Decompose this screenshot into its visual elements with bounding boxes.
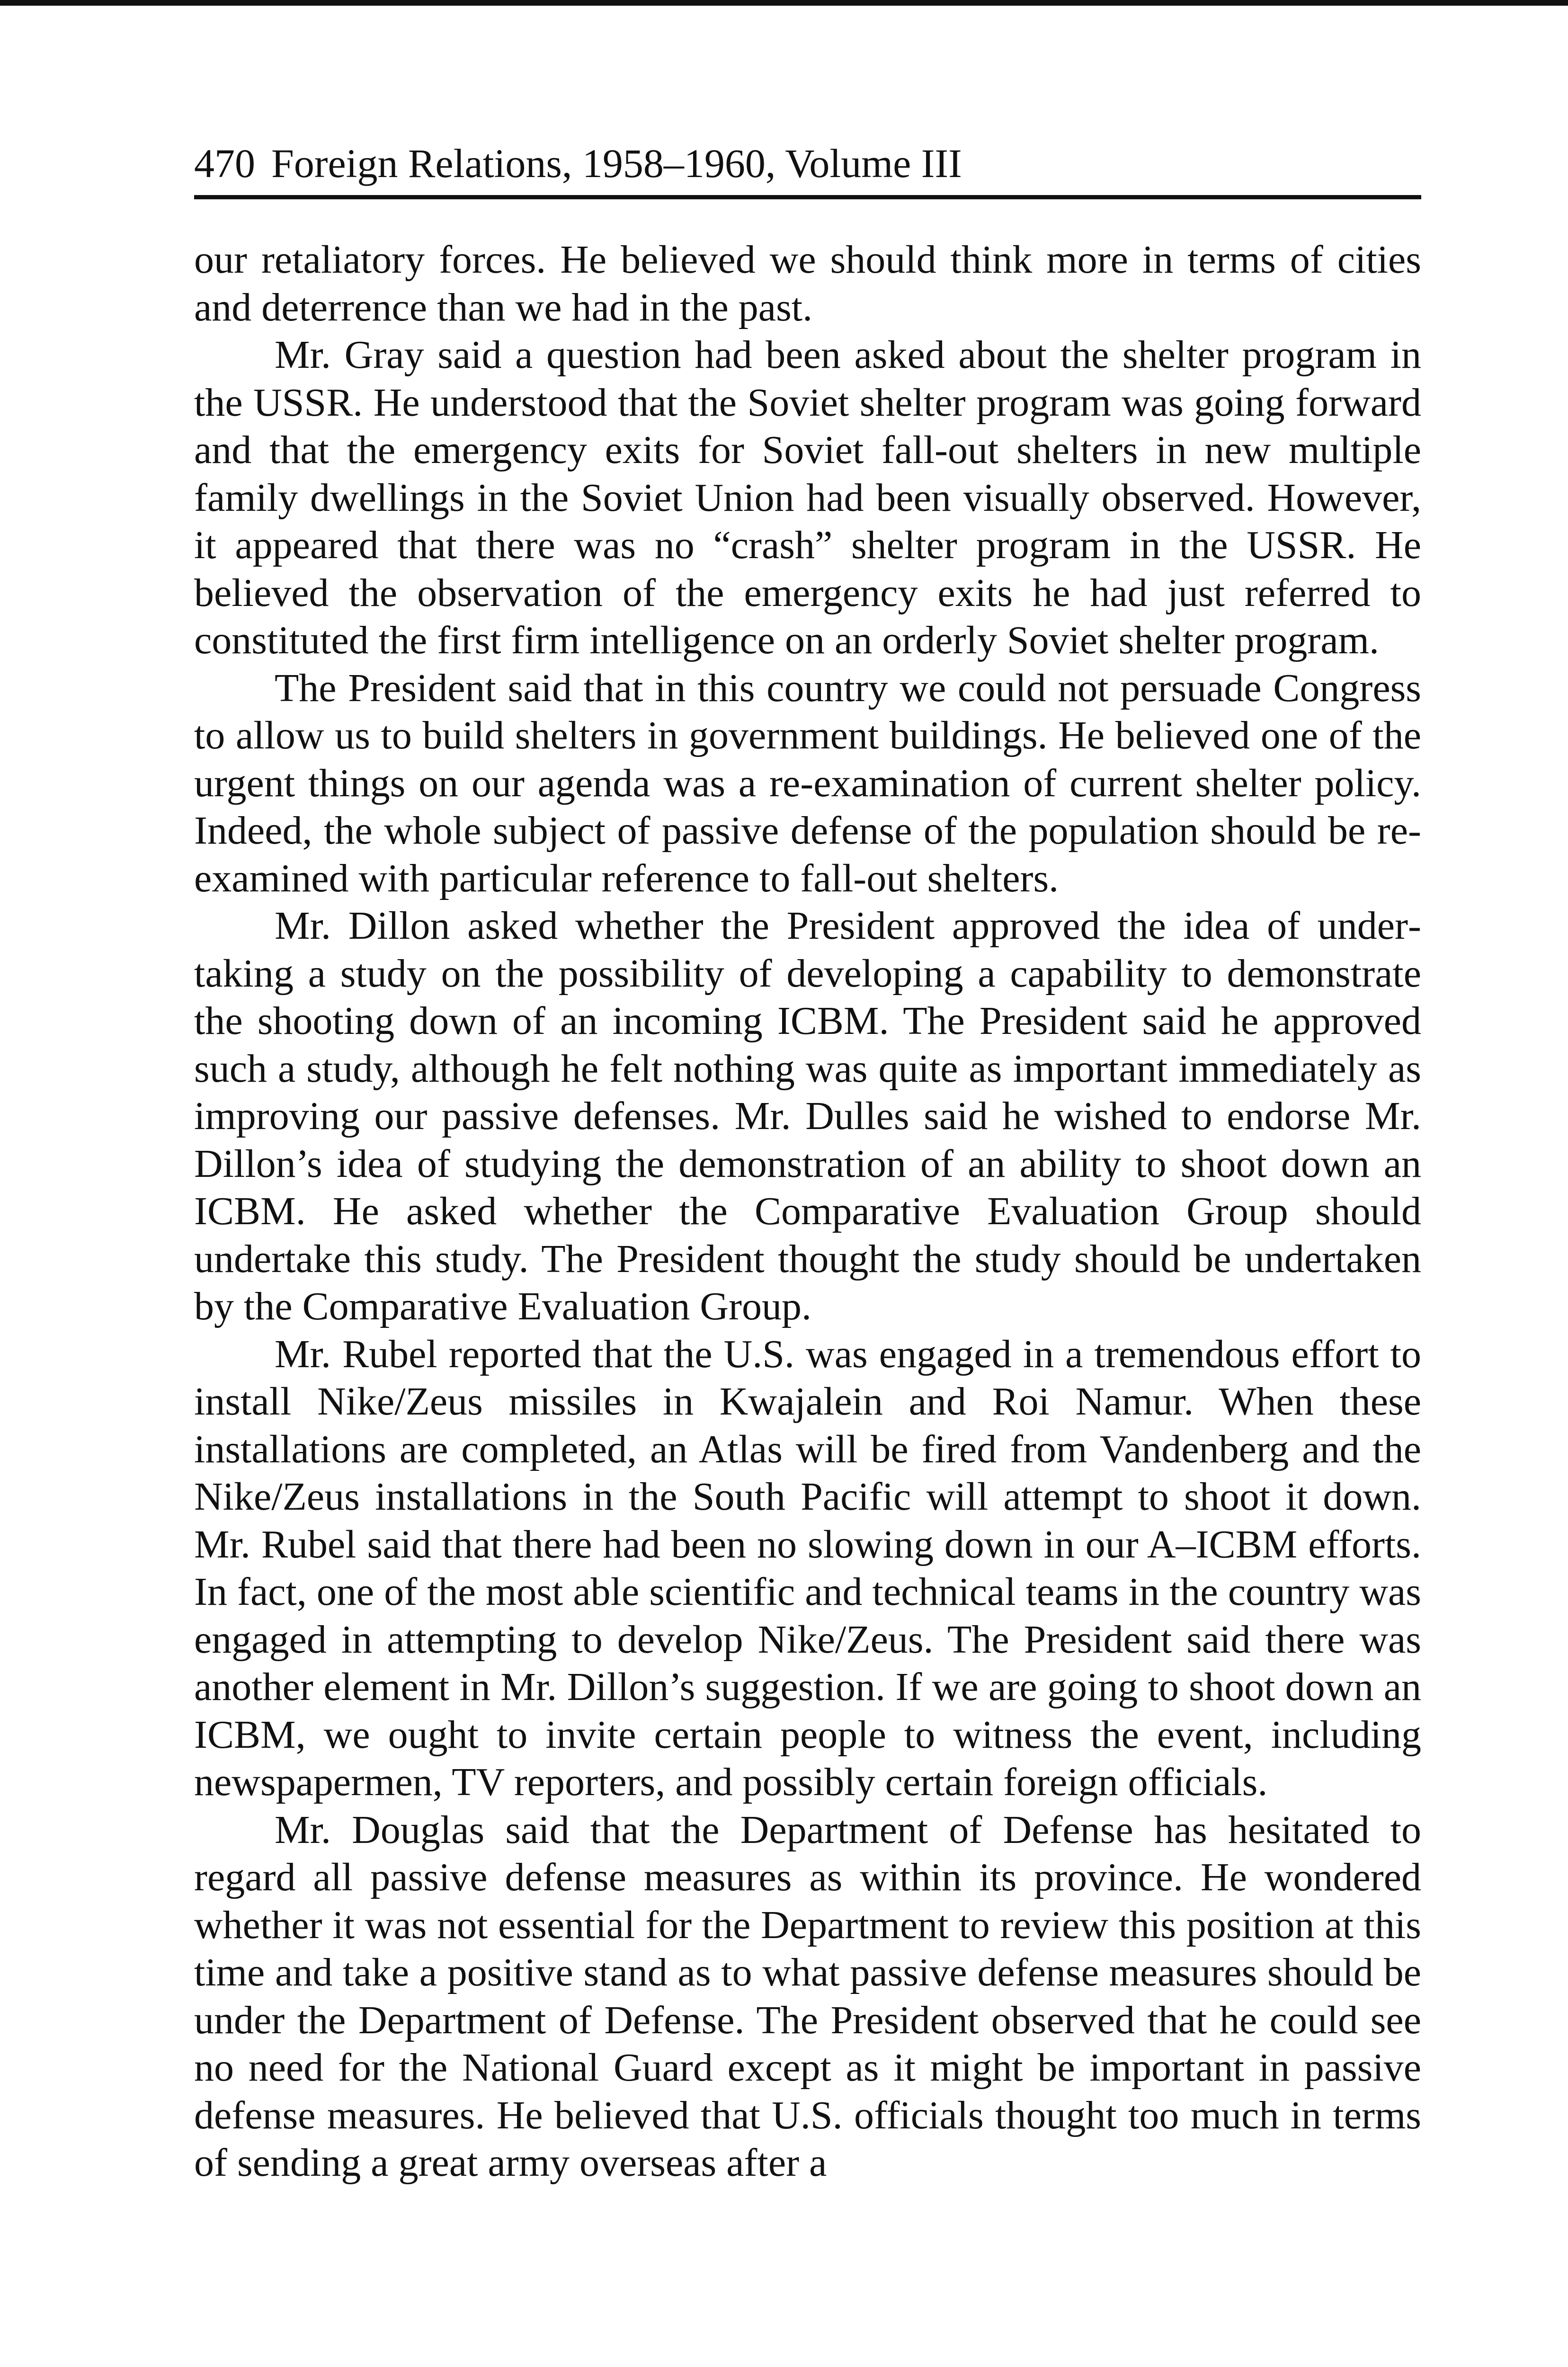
paragraph-dillon: Mr. Dillon asked whether the President approved the idea of undertaking a study on the possibility of developing a capability to demonstrate the shooting down of an incoming ICBM. The President said he approved such a study, although he felt nothing was quite as important immediately as improving our passive defenses. Mr. Dulles said he wished to endorse Mr. Dillon’s idea of studying the demonstration of an ability to shoot down an ICBM. He asked whether the Comparative Evaluation Group should undertake this study. The President thought the study should be undertaken by the Comparative Evaluation Group. [194, 904, 1421, 1328]
running-title: Foreign Relations, 1958–1960, Volume III [271, 141, 962, 186]
paragraph-continued: our retaliatory forces. He believed we should think more in terms of cities and deterrence than we had in the past. [194, 238, 1421, 329]
body-text [194, 236, 1421, 2187]
paragraph-president-shelters: The President said that in this country we could not persuade Congress to allow us to build shelters in government buildings. He believed one of the urgent things on our agenda was a re-examination of current shelter policy. Indeed, the whole subject of passive defense of the population should be re-examined with particular reference to fall-out shelters. [194, 666, 1421, 900]
paragraph-gray: Mr. Gray said a question had been asked about the shelter program in the USSR. He understood that the Soviet shelter program was going forward and that the emergency exits for Soviet fall-out shelters in new multiple family dwellings in the Soviet Union had been visually observed. However, it appeared that there was no “crash” shelter program in the USSR. He believed the observation of the emergency exits he had just referred to constituted the first firm intelligence on an orderly Soviet shelter program. [194, 333, 1421, 662]
running-head [194, 137, 1421, 199]
paragraph-douglas: Mr. Douglas said that the Department of Defense has hesitated to regard all passive defense measures as within its province. He wondered whether it was not essential for the Department to review this position at this time and take a positive stand as to what passive defense measures should be under the Department of Defense. The President observed that he could see no need for the National Guard except as it might be important in passive defense measures. He believed that U.S. officials thought too much in terms of sending a great army overseas after a [194, 1807, 1421, 2185]
page-number: 470 [194, 141, 255, 186]
paragraph-rubel: Mr. Rubel reported that the U.S. was engaged in a tremendous effort to install Nike/Zeus missiles in Kwajalein and Roi Namur. When these installations are completed, an Atlas will be fired from Vandenberg and the Nike/Zeus installations in the South Pacific will attempt to shoot it down. Mr. Rubel said that there had been no slowing down in our A–ICBM efforts. In fact, one of the most able scientific and technical teams in the country was engaged in attempting to develop Nike/Zeus. The President said there was another element in Mr. Dillon’s suggestion. If we are going to shoot down an ICBM, we ought to invite certain people to witness the event, including newspapermen, TV reporters, and possibly certain foreign officials. [194, 1332, 1421, 1804]
top-edge-rule [0, 0, 1568, 6]
document-page [194, 137, 1421, 2187]
